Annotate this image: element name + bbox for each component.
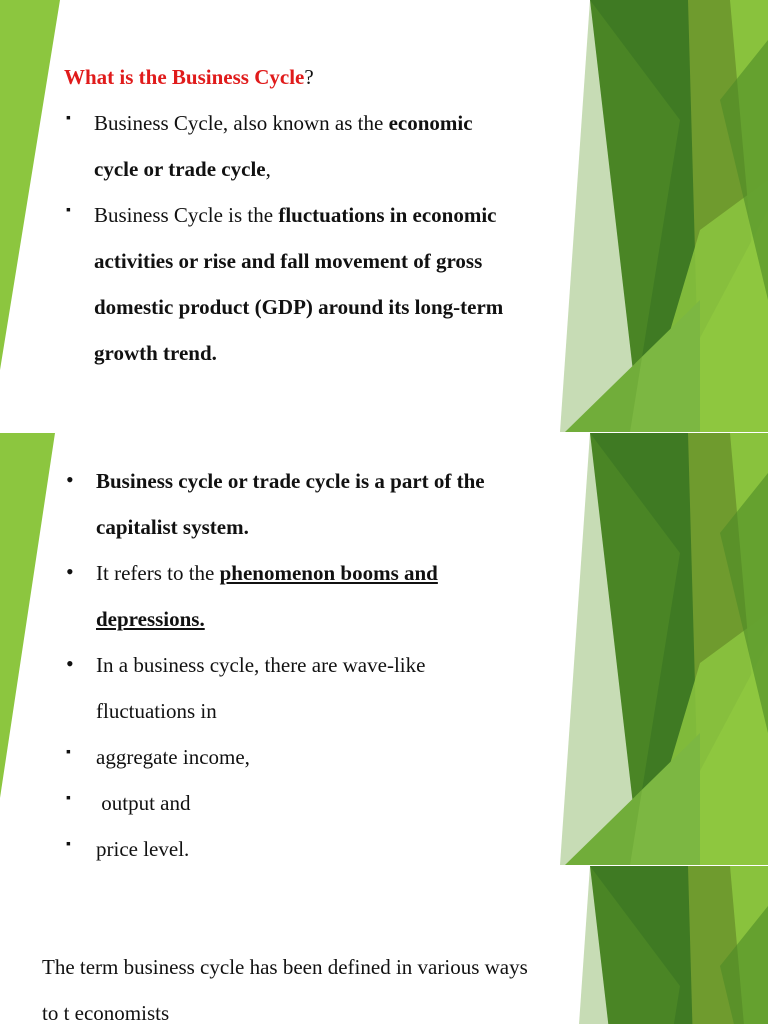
bullet-1-plain: Business Cycle, also known as the <box>94 111 389 135</box>
bullet-marker: • <box>66 559 74 584</box>
bullet-1 <box>94 100 584 192</box>
bullet-1-bold: economic <box>388 111 473 135</box>
sub-bullet-output: output and <box>96 791 191 815</box>
bullet-2-line2: activities or rise and fall movement of gross <box>94 249 483 273</box>
bullet-1-bold-2: cycle or trade cycle <box>94 157 266 181</box>
bullet-4-plain: It refers to the <box>96 561 220 585</box>
bullet-marker: • <box>66 651 74 676</box>
slide-2 <box>0 433 768 865</box>
sub-bullet-income: aggregate income, <box>96 745 250 769</box>
bullet-1-comma: , <box>265 157 271 181</box>
definition-line-2: to t economists <box>42 1001 170 1024</box>
bullet-2-plain: Business Cycle is the <box>94 203 279 227</box>
bullet-5 <box>96 642 586 734</box>
bullet-4-underlined: phenomenon booms and <box>219 561 438 585</box>
bullet-marker: ▪ <box>66 203 71 218</box>
bullet-3-line2: capitalist system. <box>96 515 249 539</box>
bullet-2 <box>94 192 604 376</box>
bullet-5-line1: In a business cycle, there are wave-like <box>96 653 426 677</box>
bullet-5-line2: fluctuations in <box>96 699 217 723</box>
bullet-3 <box>96 458 586 550</box>
bullet-2-line3: domestic product (GDP) around its long-term <box>94 295 504 319</box>
slide-3 <box>0 866 768 1024</box>
bullet-4 <box>96 550 586 642</box>
bullet-4-underlined-2: depressions. <box>96 607 205 631</box>
bullet-2-bold: fluctuations in economic <box>278 203 497 227</box>
bullet-3-line1: Business cycle or trade cycle is a part of the <box>96 469 485 493</box>
heading-suffix: ? <box>304 65 314 89</box>
slide-1 <box>0 0 768 432</box>
heading-red-text: What is the Business Cycle <box>64 65 305 89</box>
slide-heading <box>64 54 314 100</box>
sub-bullet-marker: ▪ <box>66 837 71 852</box>
bullet-marker: • <box>66 467 74 492</box>
bullet-2-line4: growth trend. <box>94 341 217 365</box>
bullet-marker: ▪ <box>66 111 71 126</box>
sub-bullet-price: price level. <box>96 837 190 861</box>
definition-line-1: The term business cycle has been defined in various ways <box>42 955 528 979</box>
sub-bullet-marker: ▪ <box>66 791 71 806</box>
sub-bullet-marker: ▪ <box>66 745 71 760</box>
definition-paragraph <box>42 944 682 1024</box>
